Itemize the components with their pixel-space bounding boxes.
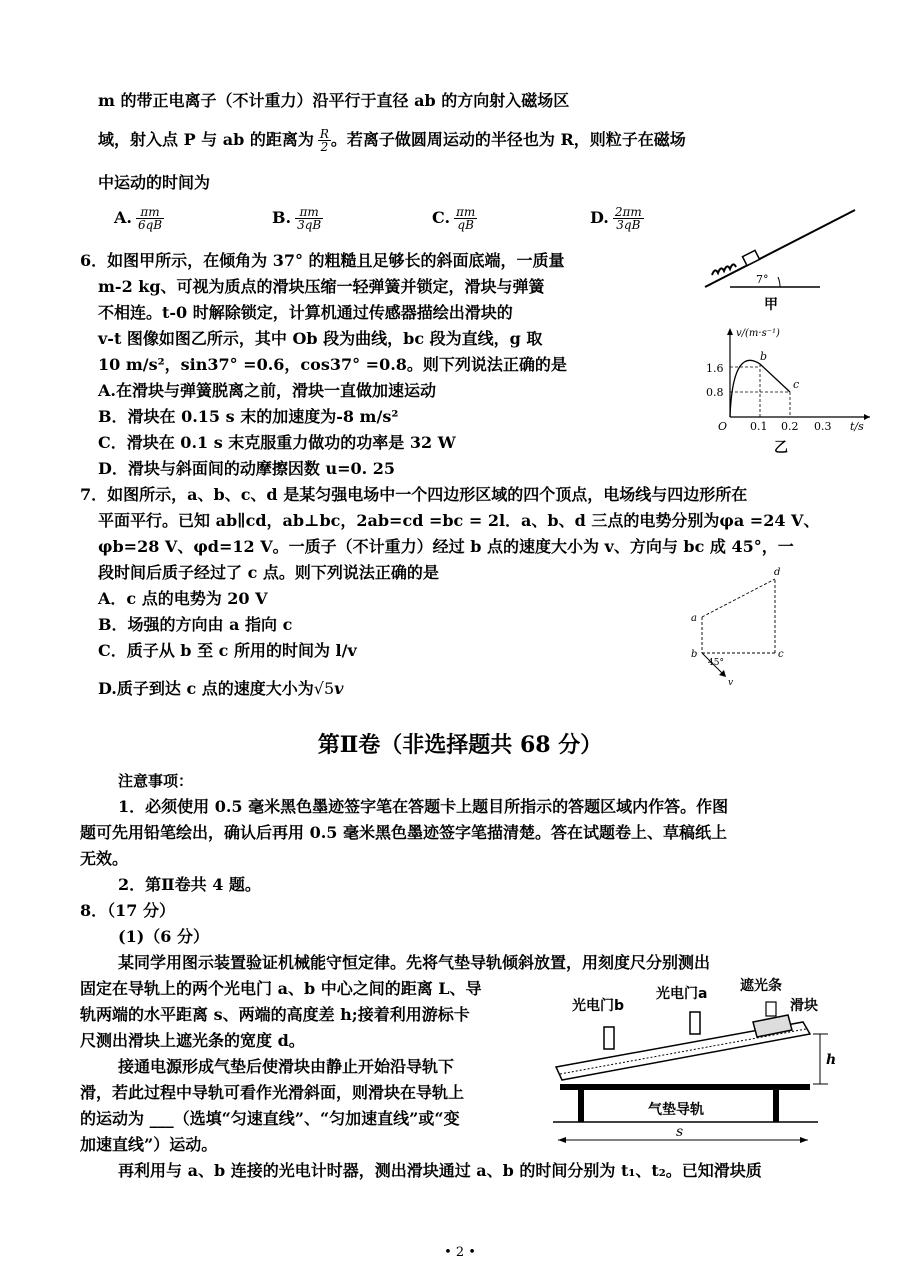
q8-para-1-line-4: 尺测出滑块上遮光条的宽度 d。 [80,1031,305,1050]
yi-xlabel: t/s [850,420,864,433]
q8-para-3-line-1: 再利用与 a、b 连接的光电计时器，测出滑块通过 a、b 的时间分别为 t₁、t₂。已知滑块质 [118,1161,762,1180]
q6-line-1: 6．如图甲所示，在倾角为 37° 的粗糙且足够长的斜面底端，一质量 [80,251,565,270]
q8-para-2-line-1: 接通电源形成气垫后使滑块由静止开始沿导轨下 [118,1057,455,1076]
q7-line-4: 段时间后质子经过了 c 点。则下列说法正确的是 [98,563,439,582]
choice-a: A. $\frac{\pi m}{6qB}$ [114,205,163,232]
q7-velocity-label: v [728,678,734,688]
strip-label: 遮光条 [740,978,782,994]
slider-label: 滑块 [790,998,818,1014]
figure-air-track [548,972,843,1152]
q7-option-d: D.质子到达 c 点的速度大小为√5v [98,679,344,698]
q8-para-2-line-3: 的运动为 ___（选填“匀速直线”、“匀加速直线”或“变 [80,1109,460,1128]
q6-option-b: B．滑块在 0.15 s 末的加速度为-8 m/s² [98,407,399,426]
yi-ylabel: v/(m·s⁻¹) [736,328,780,339]
figure-jia-incline [700,205,860,315]
notes-item-1-line-3: 无效。 [80,849,129,868]
q6-line-5: 10 m/s²，sin37° =0.6，cos37° =0.8。则下列说法正确的是 [98,355,567,374]
q8-part-1-heading: (1)（6 分） [118,927,209,946]
q7-point-c: c [778,649,784,660]
q8-para-2-line-2: 滑，若此过程中导轨可看作光滑斜面，则滑块在导轨上 [80,1083,465,1102]
yi-xtick-03: 0.3 [814,420,832,433]
height-label: h [826,1052,837,1068]
q5-line-2b: 。若离子做圆周运动的半径也为 R，则粒子在磁场 [330,130,686,149]
sqrt-5: √5 [313,679,335,698]
q6-option-a: A.在滑块与弹簧脱离之前，滑块一直做加速运动 [98,381,436,400]
q6-option-c: C．滑块在 0.1 s 末克服重力做功的功率是 32 W [98,433,456,452]
r-over-2-fraction: $\frac{R}{2}$ [319,127,329,154]
page-number: • 2 • [444,1245,476,1260]
q7-point-d: d [774,567,781,578]
q7-point-b: b [691,649,698,660]
rail-label: 气垫导轨 [648,1102,704,1118]
q7-line-1: 7．如图所示，a、b、c、d 是某匀强电场中一个四边形区域的四个顶点，电场线与四边形所在 [80,485,748,504]
q6-line-2: m-2 kg、可视为质点的滑块压缩一轻弹簧并锁定，滑块与弹簧 [98,277,545,296]
figure-yi-vt-graph [700,322,880,462]
incline-angle-label: 7° [756,273,769,286]
q7-option-a: A．c 点的电势为 20 V [98,589,268,608]
q7-line-2: 平面平行。已知 ab∥cd，ab⊥bc，2ab=cd =bc = 2l．a、b、d 三点的电势分别为φa =24 V、 [98,511,820,530]
yi-point-b: b [760,350,768,363]
q7-angle-label: 45° [708,658,724,668]
gate-b-label: 光电门b [572,998,625,1014]
yi-xtick-02: 0.2 [781,420,799,433]
yi-origin: O [718,420,728,433]
q7-point-a: a [691,613,697,624]
section-2-title: 第Ⅱ卷（非选择题共 68 分） [317,732,603,758]
choice-b: B. $\frac{\pi m}{3qB}$ [272,205,322,232]
q6-line-4: v-t 图像如图乙所示，其中 Ob 段为曲线，bc 段为直线，g 取 [98,329,543,348]
q5-line-1: m 的带正电离子（不计重力）沿平行于直径 ab 的方向射入磁场区 [98,91,570,110]
gate-a-label: 光电门a [656,986,708,1002]
yi-xtick-01: 0.1 [750,420,768,433]
q7-line-3: φb=28 V、φd=12 V。一质子（不计重力）经过 b 点的速度大小为 v、方向与 bc 成 45°，一 [98,537,794,556]
q5-line-2a: 域，射入点 P 与 ab 的距离为 [98,130,314,149]
yi-point-c: c [793,378,800,391]
q6-option-d: D．滑块与斜面间的动摩擦因数 u=0. 25 [98,459,396,478]
q8-para-1-line-2: 固定在导轨上的两个光电门 a、b 中心之间的距离 L、导 [80,979,482,998]
choice-d: D. $\frac{2\pi m}{3qB}$ [590,205,642,232]
notes-item-1-line-2: 题可先用铅笔绘出，确认后再用 0.5 毫米黑色墨迹签字笔描清楚。答在试题卷上、草稿纸上 [80,823,727,842]
yi-ytick-08: 0.8 [706,386,724,399]
figure-jia-caption: 甲 [764,297,778,313]
q8-para-1-line-3: 轨两端的水平距离 s、两端的高度差 h;接着利用游标卡 [80,1005,470,1024]
figure-yi-caption: 乙 [774,440,788,456]
q5-line-3: 中运动的时间为 [98,173,211,192]
q7-option-b: B．场强的方向由 a 指向 c [98,615,293,634]
notes-item-2: 2．第Ⅱ卷共 4 题。 [118,875,261,894]
q8-para-2-line-4: 加速直线”）运动。 [80,1135,218,1154]
choice-c: C. $\frac{\pi m}{qB}$ [432,205,476,232]
q8-heading: 8．（17 分） [80,901,175,920]
q6-line-3: 不相连。t-0 时解除锁定，计算机通过传感器描绘出滑块的 [98,303,513,322]
distance-label: s [676,1124,684,1140]
notes-item-1-line-1: 1．必须使用 0.5 毫米黑色墨迹签字笔在答题卡上题目所指示的答题区域内作答。作图 [118,797,729,816]
q7-option-c: C．质子从 b 至 c 所用的时间为 l/v [98,641,357,660]
q5-line-2 [98,128,686,153]
q8-para-1-line-1: 某同学用图示装置验证机械能守恒定律。先将气垫导轨倾斜放置，用刻度尺分别测出 [118,953,711,972]
notes-heading: 注意事项： [118,772,194,790]
yi-ytick-16: 1.6 [706,362,724,375]
figure-q7-quadrilateral [680,565,810,690]
